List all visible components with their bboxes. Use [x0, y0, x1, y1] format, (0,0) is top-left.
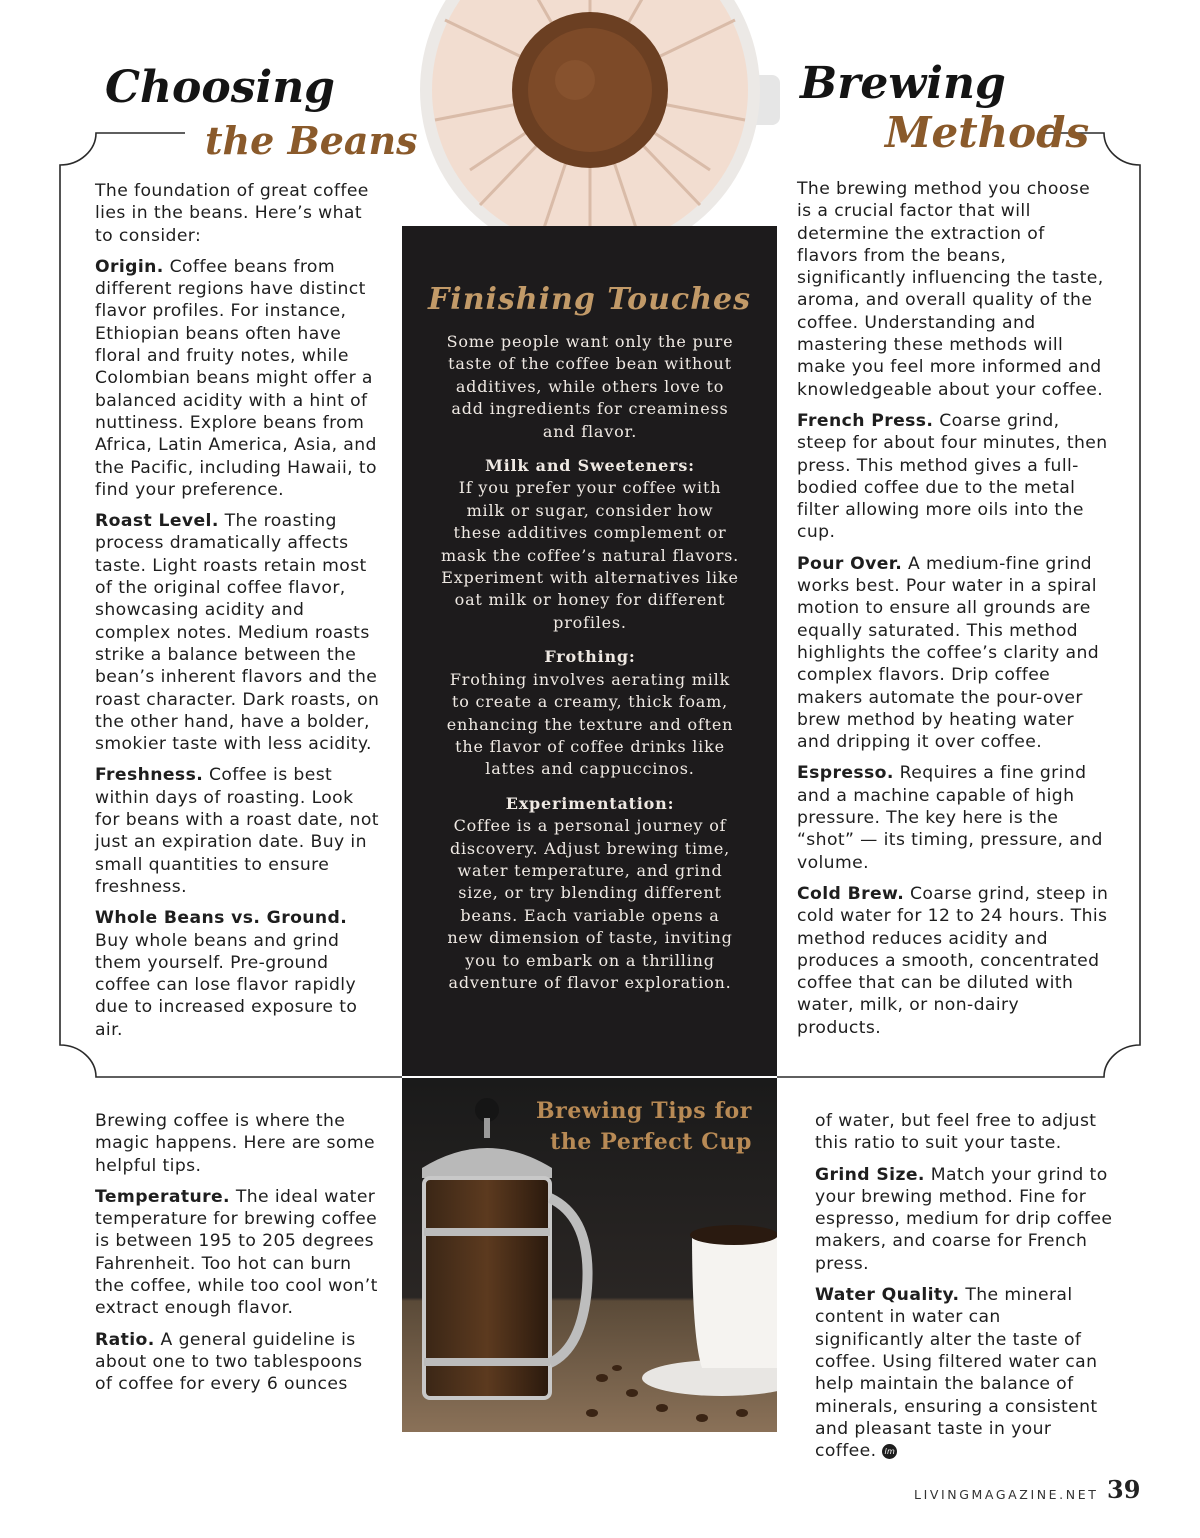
water-quality-paragraph [815, 1284, 1115, 1462]
roast-level-term: Roast Level. [95, 511, 219, 532]
cold-brew-paragraph [797, 883, 1109, 1039]
ratio-text: A general guideline is about one to two tablespoons of coffee for every 6 ounces [95, 1329, 363, 1395]
temperature-paragraph [95, 1186, 385, 1320]
footer-site-name: LIVINGMAGAZINE.NET [914, 1487, 1099, 1502]
brewing-tips-intro: Brewing coffee is where the magic happens. Here are some helpful tips. [95, 1111, 375, 1176]
espresso-paragraph [797, 762, 1109, 873]
french-press-term: French Press. [797, 410, 934, 431]
french-press-text: Coarse grind, steep for about four minutes, then press. This method gives a full-bodied coffee due to the metal filter allowing more oils into the cup. [797, 410, 1108, 543]
coffee-filter-photo [400, 0, 780, 230]
brewing-tips-right-column [815, 1110, 1115, 1471]
finishing-touches-title: Finishing Touches [428, 282, 751, 317]
origin-paragraph [95, 256, 380, 501]
brewing-methods-intro: The brewing method you choose is a crucial factor that will determine the extraction of flavors from the beans, significantly influencing the taste, aroma, and overall quality of the coffee. Understanding and mastering these methods will make you feel more informed and knowledgeable about your coffee. [797, 179, 1104, 400]
whole-beans-term: Whole Beans vs. Ground. [95, 908, 348, 929]
frothing-heading: Frothing: [544, 647, 636, 667]
grind-size-text: Match your grind to your brewing method. Fine for espresso, medium for drip coffee makers, and coarse for French press. [815, 1164, 1113, 1274]
whole-beans-text: Buy whole beans and grind them yourself. Pre-ground coffee can lose flavor rapidly due to increased exposure to air. [95, 930, 358, 1040]
pour-over-text: A medium-fine grind works best. Pour water in a spiral motion to ensure all grounds are equally saturated. This method highlights the coffee’s clarity and complex flavors. Drip coffee makers automate the pour-over brew method by heating water and dripping it over coffee. [797, 553, 1100, 753]
roast-level-text: The roasting process dramatically affects taste. Light roasts retain most of the original coffee flavor, showcasing acidity and complex notes. Medium roasts strike a balance between the bean’s inherent flavors and the roast character. Dark roasts, on the other hand, have a bolder, smokier taste with less acidity. [95, 511, 380, 755]
experimentation-text: Coffee is a personal journey of discovery. Adjust brewing time, water temperature, and grind size, or try blending different beans. Each variable opens a new dimension of taste, inviting you to embark on a thrilling adventure of flavor exploration. [447, 816, 733, 992]
end-mark-icon: lm [882, 1444, 897, 1459]
brewing-tips-title-line2: the Perfect Cup [550, 1129, 752, 1155]
water-quality-text: The mineral content in water can significantly alter the taste of coffee. Using filtered water can help maintain the balance of minerals, ensuring a consistent and pleasant taste in your coffee. [815, 1285, 1098, 1462]
choosing-heading-line2: the Beans [205, 118, 418, 163]
brewing-tips-title-line1: Brewing Tips for [535, 1098, 752, 1124]
ratio-paragraph [95, 1329, 385, 1396]
grind-size-term: Grind Size. [815, 1164, 925, 1185]
finishing-touches-body [440, 331, 740, 1006]
brewing-tips-left-column [95, 1110, 385, 1405]
freshness-paragraph [95, 764, 380, 898]
grind-size-paragraph [815, 1164, 1115, 1275]
french-press-paragraph [797, 410, 1109, 544]
origin-text: Coffee beans from different regions have distinct flavor profiles. For instance, Ethiopian beans often have floral and fruity notes, while Colombian beans might offer a balanced acidity with a hint of nuttiness. Explore beans from Africa, Latin America, Asia, and the Pacific, including Hawaii, to find your preference. [95, 256, 377, 500]
brewing-tips-title [510, 1096, 752, 1158]
brewing-methods-column [797, 178, 1109, 1048]
experimentation-heading: Experimentation: [505, 793, 675, 813]
ratio-term: Ratio. [95, 1329, 155, 1350]
freshness-term: Freshness. [95, 765, 204, 786]
brewing-methods-heading-line1: Brewing [800, 58, 1006, 109]
finishing-intro: Some people want only the pure taste of the coffee bean without additives, while others love to add ingredients for creaminess and flavor. [446, 332, 734, 441]
milk-text: If you prefer your coffee with milk or sugar, consider how these additives complement or mask the coffee’s natural flavors. Experiment with alternatives like oat milk or honey for different profiles. [440, 478, 740, 632]
choosing-intro: The foundation of great coffee lies in the beans. Here’s what to consider: [95, 181, 369, 246]
milk-section [440, 455, 740, 634]
choosing-beans-column [95, 180, 380, 1050]
espresso-term: Espresso. [797, 763, 894, 784]
page-number: 39 [1107, 1475, 1141, 1504]
milk-heading: Milk and Sweeteners: [485, 456, 695, 476]
espresso-text: Requires a fine grind and a machine capable of high pressure. The key here is the “shot” — its timing, pressure, and volume. [797, 763, 1103, 873]
ratio-continued: of water, but feel free to adjust this ratio to suit your taste. [815, 1111, 1097, 1154]
choosing-heading-line1: Choosing [105, 62, 335, 113]
frothing-section [440, 646, 740, 780]
pour-over-term: Pour Over. [797, 553, 903, 574]
brewing-methods-heading-line2: Methods [885, 108, 1090, 157]
frothing-text: Frothing involves aerating milk to create a creamy, thick foam, enhancing the texture and often the flavor of coffee drinks like lattes and cappuccinos. [446, 669, 734, 779]
origin-term: Origin. [95, 256, 164, 277]
freshness-text: Coffee is best within days of roasting. Look for beans with a roast date, not just an expiration date. Buy in small quantities to ensure freshness. [95, 765, 379, 897]
water-quality-term: Water Quality. [815, 1285, 960, 1306]
temperature-text: The ideal water temperature for brewing coffee is between 195 to 205 degrees Fahrenheit. Too hot can burn the coffee, while too cool won’t extract enough flavor. [95, 1186, 378, 1319]
cold-brew-term: Cold Brew. [797, 883, 905, 904]
pour-over-paragraph [797, 553, 1109, 754]
experimentation-section [440, 793, 740, 995]
temperature-term: Temperature. [95, 1186, 230, 1207]
whole-beans-paragraph [95, 907, 380, 1041]
cold-brew-text: Coarse grind, steep in cold water for 12 to 24 hours. This method reduces acidity and produces a smooth, concentrated coffee that can be diluted with water, milk, or non-dairy products. [797, 883, 1109, 1038]
roast-level-paragraph [95, 510, 380, 755]
